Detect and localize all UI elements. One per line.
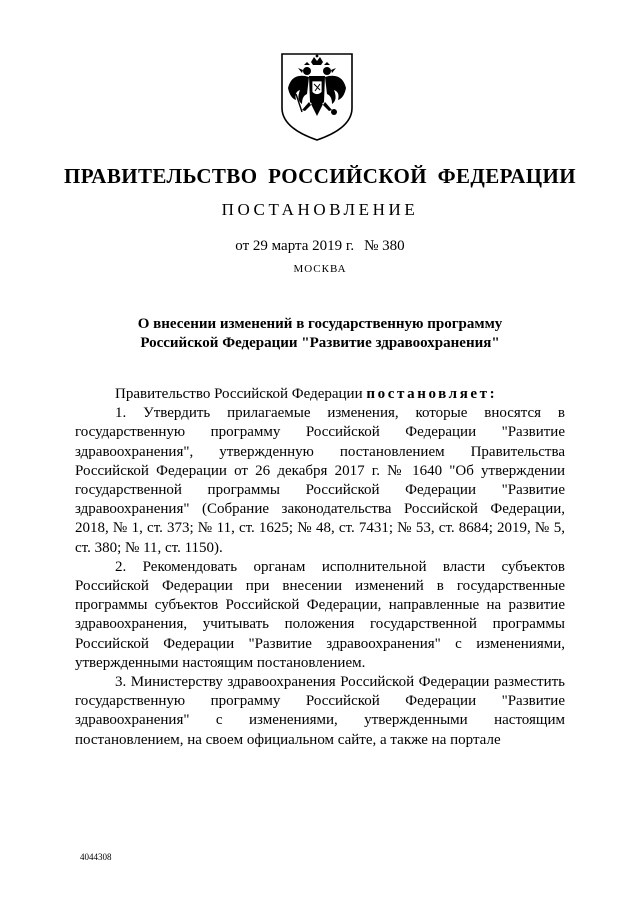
russian-coat-of-arms-icon <box>278 50 356 142</box>
document-number: № 380 <box>364 238 405 254</box>
document-date: от 29 марта 2019 г. <box>235 238 355 254</box>
coat-of-arms <box>278 50 356 142</box>
document-type: ПОСТАНОВЛЕНИЕ <box>221 200 419 219</box>
document-date-line <box>0 238 640 255</box>
paragraph-2: 2. Рекомендовать органам исполнительной власти субъектов Российской Федерации при внесении изменений в государственные программы субъектов Российской Федерации, направленные на развитие здравоохранения, учитывать положения государственной программы Российской Федерации "Развитие здравоохранения" с изменениями, утвержденными настоящим постановлением. <box>75 558 565 671</box>
document-city: МОСКВА <box>293 263 347 275</box>
document-heading <box>100 315 540 353</box>
intro-verb: постановляет: <box>366 386 498 402</box>
heading-line-1: О внесении изменений в государственную программу <box>137 316 503 332</box>
paragraph-3: 3. Министерству здравоохранения Российской Федерации разместить государственную программу Российской Федерации "Развитие здравоохранения" с изменениями, утвержденными настоящим постановлением, на своем официальном сайте, а также на портале <box>75 674 565 748</box>
heading-line-2: Российской Федерации "Развитие здравоохранения" <box>140 335 500 351</box>
document-code: 4044308 <box>80 852 112 862</box>
government-title: ПРАВИТЕЛЬСТВО РОССИЙСКОЙ ФЕДЕРАЦИИ <box>64 164 576 188</box>
intro-paragraph <box>75 385 565 404</box>
intro-text: Правительство Российской Федерации <box>115 386 363 402</box>
paragraph-1: 1. Утвердить прилагаемые изменения, которые вносятся в государственную программу Российской Федерации "Развитие здравоохранения", утвержденную постановлением Правительства Российской Федерации от 26 декабря 2017 г. № 1640 "Об утверждении государственной программы Российской Федерации "Развитие здравоохранения" (Собрание законодательства Российской Федерации, 2018, № 1, ст. 373; № 11, ст. 1625; № 48, ст. 7431; № 53, ст. 8684; 2019, № 5, ст. 380; № 11, ст. 1150). <box>75 405 565 556</box>
document-body <box>75 385 565 750</box>
